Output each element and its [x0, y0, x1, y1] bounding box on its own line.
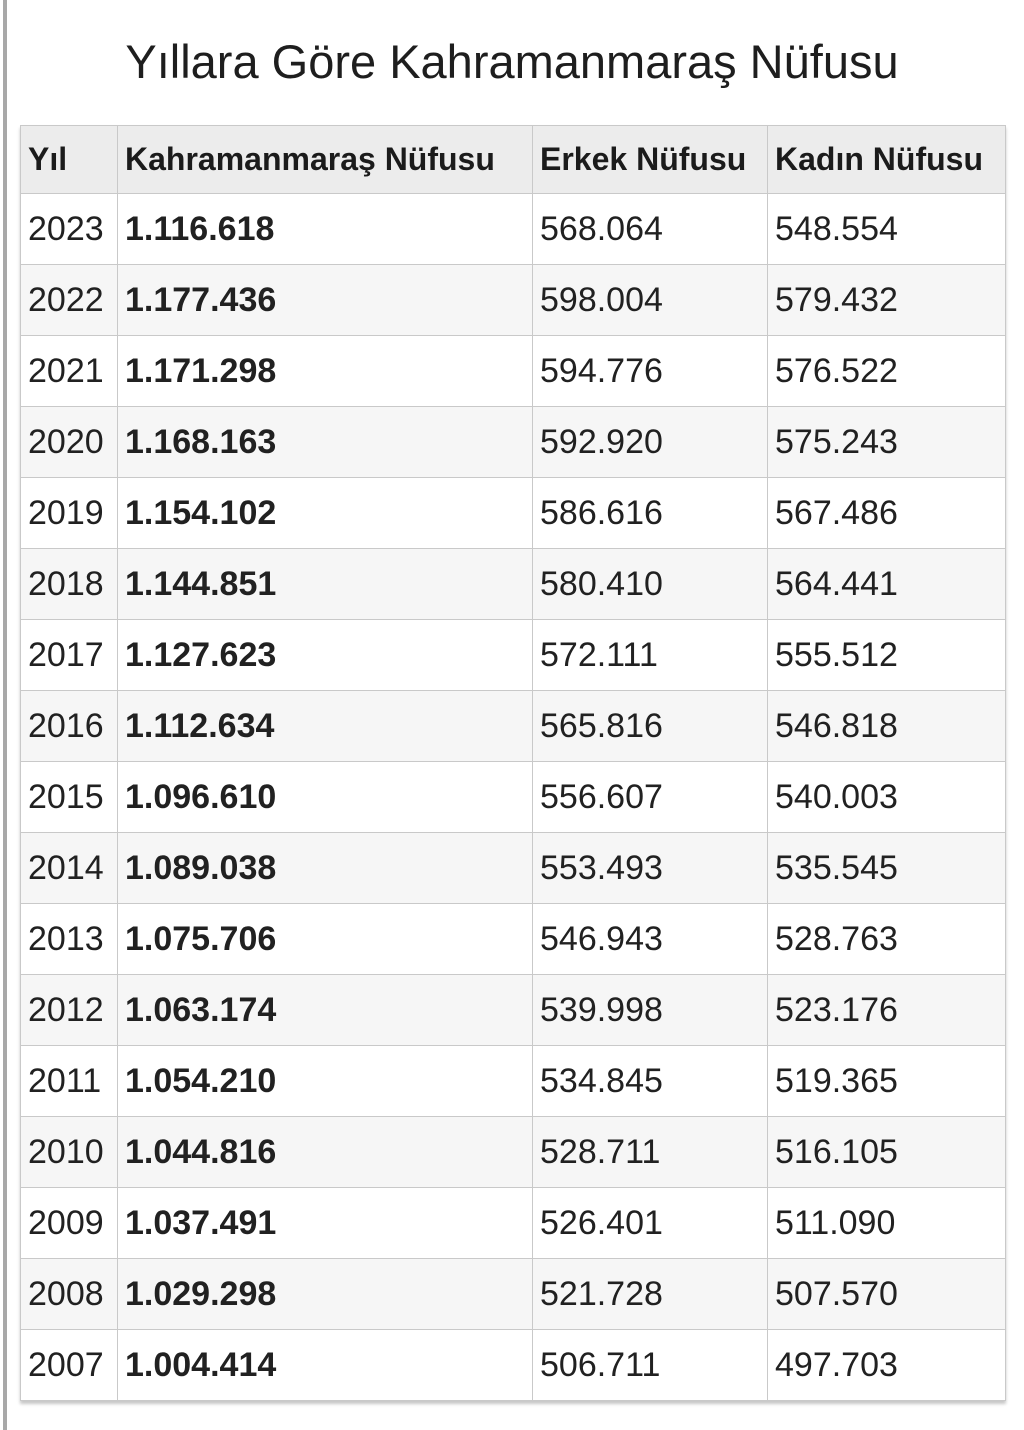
cell-total-population: 1.171.298 — [118, 336, 533, 407]
cell-total-population: 1.075.706 — [118, 904, 533, 975]
cell-male-population: 556.607 — [533, 762, 768, 833]
cell-female-population: 555.512 — [768, 620, 1006, 691]
table-row — [21, 407, 1006, 478]
cell-year: 2011 — [21, 1046, 118, 1117]
cell-year: 2018 — [21, 549, 118, 620]
cell-female-population: 511.090 — [768, 1188, 1006, 1259]
table-row — [21, 1259, 1006, 1330]
cell-total-population: 1.112.634 — [118, 691, 533, 762]
table-row — [21, 975, 1006, 1046]
page-title: Yıllara Göre Kahramanmaraş Nüfusu — [125, 35, 899, 88]
cell-total-population: 1.116.618 — [118, 194, 533, 265]
cell-total-population: 1.054.210 — [118, 1046, 533, 1117]
cell-year: 2016 — [21, 691, 118, 762]
cell-year: 2019 — [21, 478, 118, 549]
left-edge-border — [3, 0, 7, 1430]
cell-year: 2023 — [21, 194, 118, 265]
cell-male-population: 580.410 — [533, 549, 768, 620]
table-row — [21, 194, 1006, 265]
cell-male-population: 539.998 — [533, 975, 768, 1046]
cell-female-population: 516.105 — [768, 1117, 1006, 1188]
cell-year: 2020 — [21, 407, 118, 478]
table-row — [21, 833, 1006, 904]
cell-year: 2015 — [21, 762, 118, 833]
cell-female-population: 576.522 — [768, 336, 1006, 407]
cell-total-population: 1.044.816 — [118, 1117, 533, 1188]
column-header-kadin-nufusu: Kadın Nüfusu — [768, 126, 1006, 194]
cell-female-population: 579.432 — [768, 265, 1006, 336]
cell-male-population: 534.845 — [533, 1046, 768, 1117]
cell-year: 2009 — [21, 1188, 118, 1259]
table-row — [21, 478, 1006, 549]
cell-female-population: 523.176 — [768, 975, 1006, 1046]
cell-year: 2022 — [21, 265, 118, 336]
cell-total-population: 1.004.414 — [118, 1330, 533, 1401]
cell-male-population: 594.776 — [533, 336, 768, 407]
table-row — [21, 265, 1006, 336]
column-header-yil: Yıl — [21, 126, 118, 194]
cell-year: 2013 — [21, 904, 118, 975]
cell-total-population: 1.063.174 — [118, 975, 533, 1046]
cell-total-population: 1.029.298 — [118, 1259, 533, 1330]
cell-total-population: 1.154.102 — [118, 478, 533, 549]
cell-male-population: 526.401 — [533, 1188, 768, 1259]
cell-year: 2010 — [21, 1117, 118, 1188]
table-row — [21, 762, 1006, 833]
cell-female-population: 567.486 — [768, 478, 1006, 549]
cell-female-population: 548.554 — [768, 194, 1006, 265]
cell-total-population: 1.144.851 — [118, 549, 533, 620]
cell-year: 2021 — [21, 336, 118, 407]
cell-total-population: 1.037.491 — [118, 1188, 533, 1259]
table-row — [21, 1188, 1006, 1259]
cell-male-population: 553.493 — [533, 833, 768, 904]
cell-male-population: 568.064 — [533, 194, 768, 265]
cell-total-population: 1.089.038 — [118, 833, 533, 904]
table-row — [21, 549, 1006, 620]
table-row — [21, 691, 1006, 762]
cell-female-population: 564.441 — [768, 549, 1006, 620]
cell-year: 2017 — [21, 620, 118, 691]
table-header-row — [21, 126, 1006, 194]
population-table — [20, 125, 1006, 1401]
cell-female-population: 528.763 — [768, 904, 1006, 975]
cell-total-population: 1.096.610 — [118, 762, 533, 833]
cell-total-population: 1.177.436 — [118, 265, 533, 336]
cell-female-population: 540.003 — [768, 762, 1006, 833]
table-row — [21, 904, 1006, 975]
cell-female-population: 575.243 — [768, 407, 1006, 478]
cell-male-population: 572.111 — [533, 620, 768, 691]
cell-male-population: 506.711 — [533, 1330, 768, 1401]
cell-year: 2007 — [21, 1330, 118, 1401]
cell-male-population: 592.920 — [533, 407, 768, 478]
cell-male-population: 598.004 — [533, 265, 768, 336]
cell-female-population: 497.703 — [768, 1330, 1006, 1401]
table-row — [21, 1046, 1006, 1117]
cell-male-population: 565.816 — [533, 691, 768, 762]
cell-male-population: 546.943 — [533, 904, 768, 975]
cell-female-population: 519.365 — [768, 1046, 1006, 1117]
cell-female-population: 507.570 — [768, 1259, 1006, 1330]
table-row — [21, 1330, 1006, 1401]
cell-female-population: 535.545 — [768, 833, 1006, 904]
table-row — [21, 1117, 1006, 1188]
table-row — [21, 620, 1006, 691]
cell-male-population: 586.616 — [533, 478, 768, 549]
cell-male-population: 521.728 — [533, 1259, 768, 1330]
cell-female-population: 546.818 — [768, 691, 1006, 762]
table-row — [21, 336, 1006, 407]
cell-male-population: 528.711 — [533, 1117, 768, 1188]
cell-year: 2008 — [21, 1259, 118, 1330]
cell-total-population: 1.127.623 — [118, 620, 533, 691]
column-header-erkek-nufusu: Erkek Nüfusu — [533, 126, 768, 194]
cell-year: 2012 — [21, 975, 118, 1046]
column-header-kahramanmaras-nufusu: Kahramanmaraş Nüfusu — [118, 126, 533, 194]
cell-year: 2014 — [21, 833, 118, 904]
cell-total-population: 1.168.163 — [118, 407, 533, 478]
